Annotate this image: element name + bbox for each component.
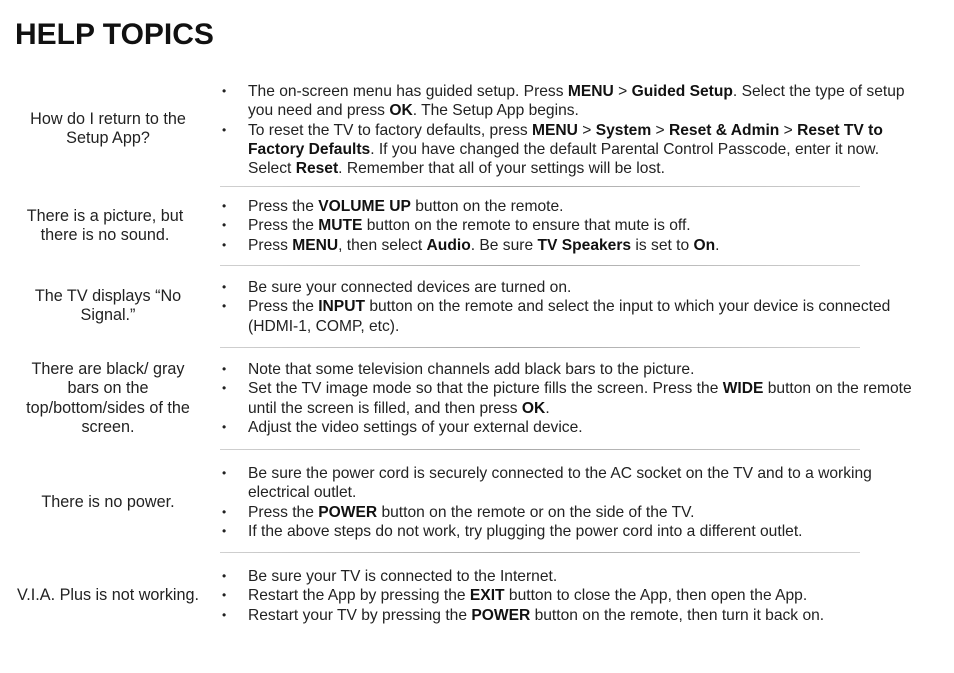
topic-answers	[222, 197, 912, 255]
answer-text: Press	[248, 236, 293, 254]
topic-answers	[222, 464, 912, 541]
answer-item	[222, 464, 912, 503]
answer-emphasis: Reset & Admin	[668, 121, 780, 139]
answer-item	[222, 297, 912, 336]
answer-emphasis: MENU	[532, 121, 578, 139]
answer-emphasis: MUTE	[318, 217, 363, 235]
answer-emphasis: EXIT	[469, 587, 505, 605]
answer-text: . Select the type of setup you need and press	[248, 83, 905, 120]
answer-text: . If you have changed the default Parental Control Passcode, enter it now. Select	[248, 140, 880, 178]
answer-text: button on the remote.	[410, 198, 564, 215]
answer-item	[222, 503, 912, 522]
topic-answers	[222, 360, 912, 437]
answer-item	[222, 379, 912, 418]
answer-emphasis: VOLUME UP	[318, 198, 411, 215]
topic-answers	[222, 567, 912, 625]
answer-text: Press the	[248, 298, 319, 316]
answer-text: Adjust the video settings of your external device.	[248, 418, 583, 436]
topic-answers	[222, 82, 912, 178]
topic-question: The TV displays “No Signal.”	[34, 286, 182, 324]
answer-text: Press the	[248, 217, 319, 235]
answer-text: If the above steps do not work, try plugging the power cord into a different outlet.	[248, 522, 803, 540]
topic-question: There is no power.	[41, 492, 175, 511]
answer-text: .	[545, 399, 550, 417]
topic-answers	[222, 278, 912, 336]
topic-divider	[220, 552, 860, 553]
answer-text: Be sure your TV is connected to the Internet.	[248, 568, 558, 585]
answer-item	[222, 360, 912, 379]
topic-divider	[220, 347, 860, 348]
answer-item	[222, 216, 912, 235]
answer-text: >	[651, 121, 669, 139]
answer-text: button to close the App, then open the App.	[504, 587, 808, 605]
page-title: HELP TOPICS	[15, 18, 214, 51]
answer-emphasis: Audio	[426, 236, 471, 254]
answer-item	[222, 82, 912, 121]
answer-text: , then select	[338, 236, 427, 254]
answer-text: . Be sure	[470, 236, 538, 254]
answer-emphasis: POWER	[471, 606, 531, 624]
topic-divider	[220, 265, 860, 266]
answer-emphasis: On	[693, 236, 716, 254]
answer-emphasis: OK	[389, 102, 413, 120]
answer-text: Set the TV image mode so that the picture fills the screen. Press the	[248, 380, 723, 398]
topic-question: V.I.A. Plus is not working.	[16, 586, 200, 605]
answer-text: Be sure your connected devices are turned on.	[248, 279, 572, 296]
topic-question: How do I return to the Setup App?	[30, 109, 186, 147]
answer-emphasis: INPUT	[318, 298, 365, 316]
answer-item	[222, 586, 912, 605]
answer-text: Press the	[248, 198, 319, 215]
answer-item	[222, 606, 912, 625]
answer-emphasis: TV Speakers	[537, 236, 632, 254]
answer-text: button on the remote or on the side of the TV.	[377, 503, 695, 521]
topic-divider	[220, 186, 860, 187]
answer-text: Restart your TV by pressing the	[248, 606, 472, 624]
answer-text: button on the remote, then turn it back on.	[530, 606, 825, 624]
answer-text: . The Setup App begins.	[412, 102, 579, 120]
answer-text: button on the remote and select the input to which your device is connected (HDMI-1, COMP, etc).	[248, 298, 891, 335]
answer-text: >	[779, 121, 798, 139]
answer-text: To reset the TV to factory defaults, press	[248, 121, 532, 139]
answer-item	[222, 567, 912, 586]
answer-item	[222, 236, 912, 255]
answer-text: The on-screen menu has guided setup. Press	[248, 83, 568, 100]
answer-item	[222, 418, 912, 437]
topic-question: There are black/ gray bars on the top/bottom/sides of the screen.	[26, 359, 190, 436]
answer-emphasis: OK	[521, 399, 546, 417]
answer-text: button on the remote until the screen is filled, and then press	[248, 380, 912, 417]
answer-text: Press the	[248, 503, 319, 521]
answer-text: .	[715, 236, 720, 254]
answer-emphasis: Reset TV to Factory Defaults	[248, 121, 883, 158]
answer-emphasis: Reset	[295, 160, 339, 178]
answer-item	[222, 197, 912, 216]
answer-text: Be sure the power cord is securely connected to the AC socket on the TV and to a working electrical outlet.	[248, 465, 872, 502]
answer-text: >	[577, 121, 596, 139]
answer-text: button on the remote to ensure that mute is off.	[362, 217, 691, 235]
topic-question: There is a picture, but there is no sound.	[26, 206, 184, 244]
answer-item	[222, 522, 912, 541]
answer-emphasis: WIDE	[722, 380, 764, 398]
answer-text: Note that some television channels add black bars to the picture.	[248, 361, 695, 378]
answer-emphasis: Guided Setup	[631, 83, 733, 100]
topic-divider	[220, 449, 860, 450]
answer-item	[222, 278, 912, 297]
answer-emphasis: POWER	[318, 503, 378, 521]
answer-item	[222, 121, 912, 179]
answer-text: Restart the App by pressing the	[248, 587, 470, 605]
answer-text: >	[613, 83, 632, 100]
answer-emphasis: MENU	[292, 236, 339, 254]
answer-emphasis: System	[595, 121, 652, 139]
answer-text: is set to	[631, 236, 694, 254]
answer-emphasis: MENU	[567, 83, 614, 100]
answer-text: . Remember that all of your settings will be lost.	[338, 160, 665, 178]
